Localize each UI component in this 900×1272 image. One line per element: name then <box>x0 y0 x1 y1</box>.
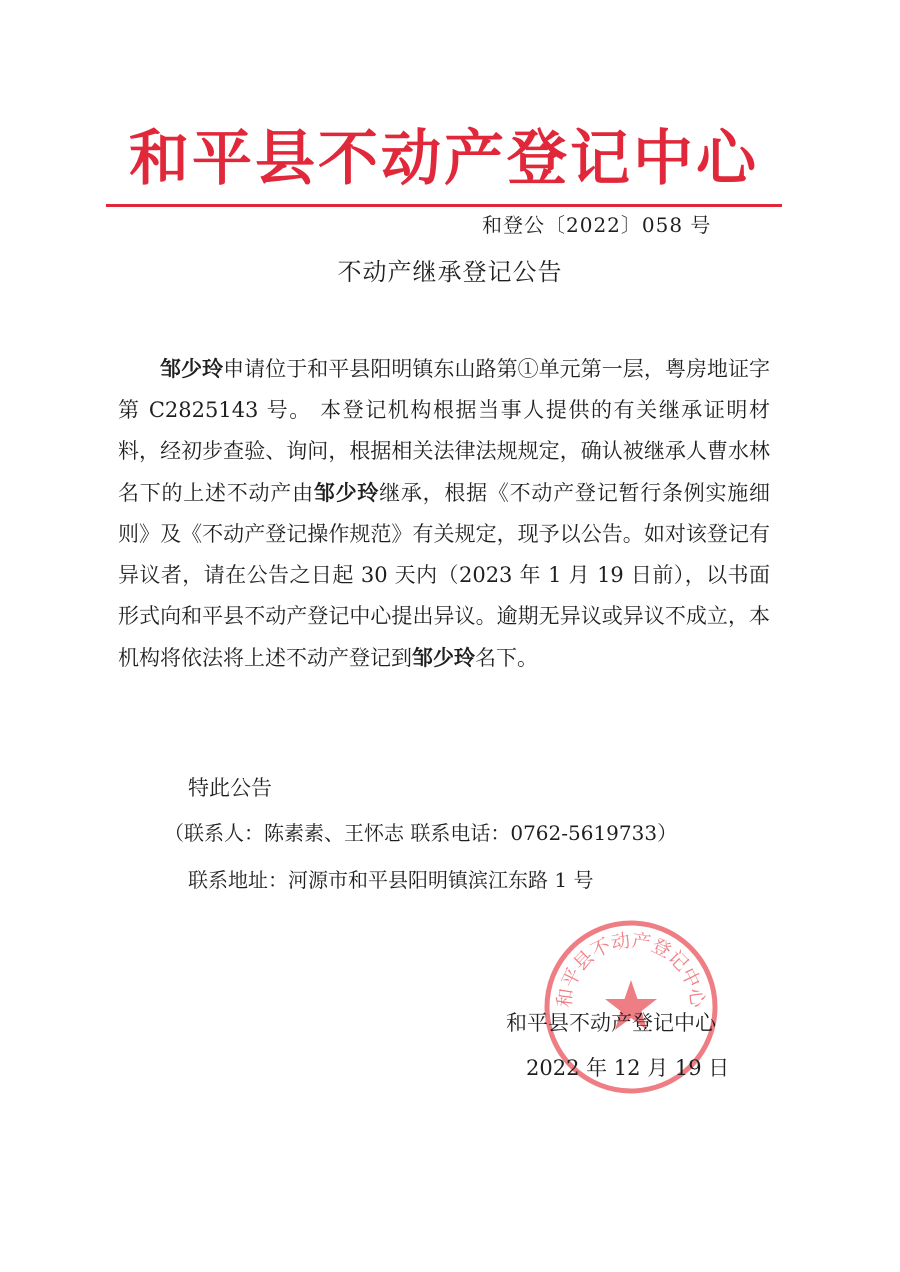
body-segment-1: 申请位于和平县阳明镇东山路第①单元第一层，粤房地证字第 C2825143 号。 本登记机构根据当事人提供的有关继承证明材料，经初步查验、询问，根据相关法律法规规定，确认被继承人曹水林名下的上述不动产由 <box>118 357 770 505</box>
header-org-title: 和平县不动产登记中心 <box>129 124 759 194</box>
document-number: 和登公〔2022〕058 号 <box>482 213 712 237</box>
seal-text: 和平县不动产登记中心 <box>553 929 709 1009</box>
applicant-name: 邹少玲 <box>313 480 380 505</box>
contact-address-line: 联系地址：河源市和平县阳明镇滨江东路 1 号 <box>188 868 594 892</box>
signature-organization: 和平县不动产登记中心 <box>506 1011 716 1035</box>
body-segment-2: 继承，根据《不动产登记暂行条例实施细则》及《不动产登记操作规范》有关规定，现予以公告。如对该登记有异议者，请在公告之日起 30 天内（2023 年 1 月 19 日前），以书面形式向和平县不动产登记中心提出异议。逾期无异议或异议不成立，本机构将依法将上述不动产登记到 <box>118 481 771 670</box>
applicant-name: 邹少玲 <box>412 645 475 670</box>
signature-date: 2022 年 12 月 19 日 <box>526 1056 730 1080</box>
notice-body-paragraph <box>118 348 770 679</box>
notice-title: 不动产继承登记公告 <box>337 258 563 286</box>
contact-person-line: （联系人：陈素素、王怀志 联系电话：0762-5619733） <box>164 821 678 845</box>
header-red-rule <box>106 204 782 207</box>
applicant-name: 邹少玲 <box>160 356 224 381</box>
body-segment-3: 名下。 <box>475 646 538 670</box>
closing-phrase: 特此公告 <box>188 776 272 800</box>
